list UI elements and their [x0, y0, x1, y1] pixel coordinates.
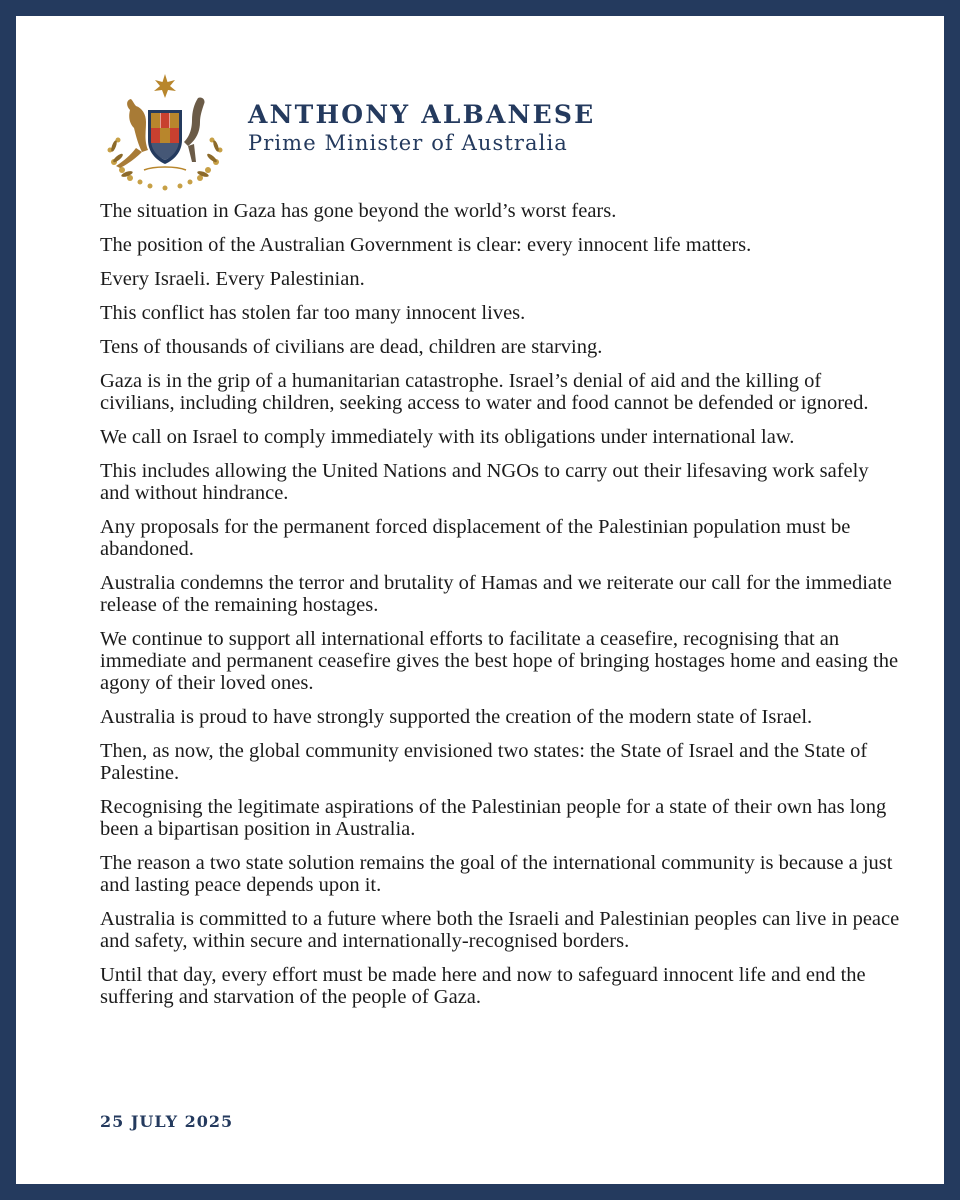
- coat-of-arms-icon: [100, 70, 230, 195]
- statement-paragraph: This conflict has stolen far too many innocent lives.: [100, 302, 526, 324]
- statement-paragraph: Every Israeli. Every Palestinian.: [100, 268, 365, 290]
- statement-paragraph: Recognising the legitimate aspirations of the Palestinian people for a state of their own has long been a bipartisan position in Australia.: [100, 796, 887, 840]
- statement-paragraph: Tens of thousands of civilians are dead, children are starving.: [100, 336, 603, 358]
- document-sheet: [16, 16, 944, 1184]
- statement-paragraph: Australia condemns the terror and brutality of Hamas and we reiterate our call for the immediate release of the remaining hostages.: [100, 572, 892, 616]
- statement-paragraph: We continue to support all international efforts to facilitate a ceasefire, recognising that an immediate and permanent ceasefire gives the best hope of bringing hostages home and easing the agony of their loved ones.: [100, 628, 899, 694]
- statement-paragraph: The position of the Australian Government is clear: every innocent life matters.: [100, 234, 752, 256]
- prime-minister-name: ANTHONY ALBANESE: [248, 100, 596, 129]
- statement-paragraph: Then, as now, the global community envisioned two states: the State of Israel and the State of Palestine.: [100, 740, 868, 784]
- statement-date: 25 JULY 2025: [100, 1112, 234, 1131]
- statement-paragraph: We call on Israel to comply immediately with its obligations under international law.: [100, 426, 795, 448]
- statement-paragraph: This includes allowing the United Nations and NGOs to carry out their lifesaving work safely and without hindrance.: [100, 460, 869, 504]
- prime-minister-title: Prime Minister of Australia: [248, 131, 568, 155]
- letterhead: [100, 70, 860, 195]
- statement-paragraph: The situation in Gaza has gone beyond the world’s worst fears.: [100, 200, 617, 222]
- statement-body: [100, 200, 900, 1020]
- statement-paragraph: The reason a two state solution remains the goal of the international community is because a just and lasting peace depends upon it.: [100, 852, 893, 896]
- letterhead-text: [248, 102, 595, 154]
- statement-paragraph: Any proposals for the permanent forced displacement of the Palestinian population must be abandoned.: [100, 516, 851, 560]
- statement-paragraph: Australia is proud to have strongly supported the creation of the modern state of Israel.: [100, 706, 813, 728]
- statement-paragraph: Australia is committed to a future where both the Israeli and Palestinian peoples can live in peace and safety, within secure and internationally-recognised borders.: [100, 908, 900, 952]
- statement-paragraph: Gaza is in the grip of a humanitarian catastrophe. Israel’s denial of aid and the killing of civilians, including children, seeking access to water and food cannot be defended or ignored.: [100, 370, 869, 414]
- statement-paragraph: Until that day, every effort must be made here and now to safeguard innocent life and end the suffering and starvation of the people of Gaza.: [100, 964, 866, 1008]
